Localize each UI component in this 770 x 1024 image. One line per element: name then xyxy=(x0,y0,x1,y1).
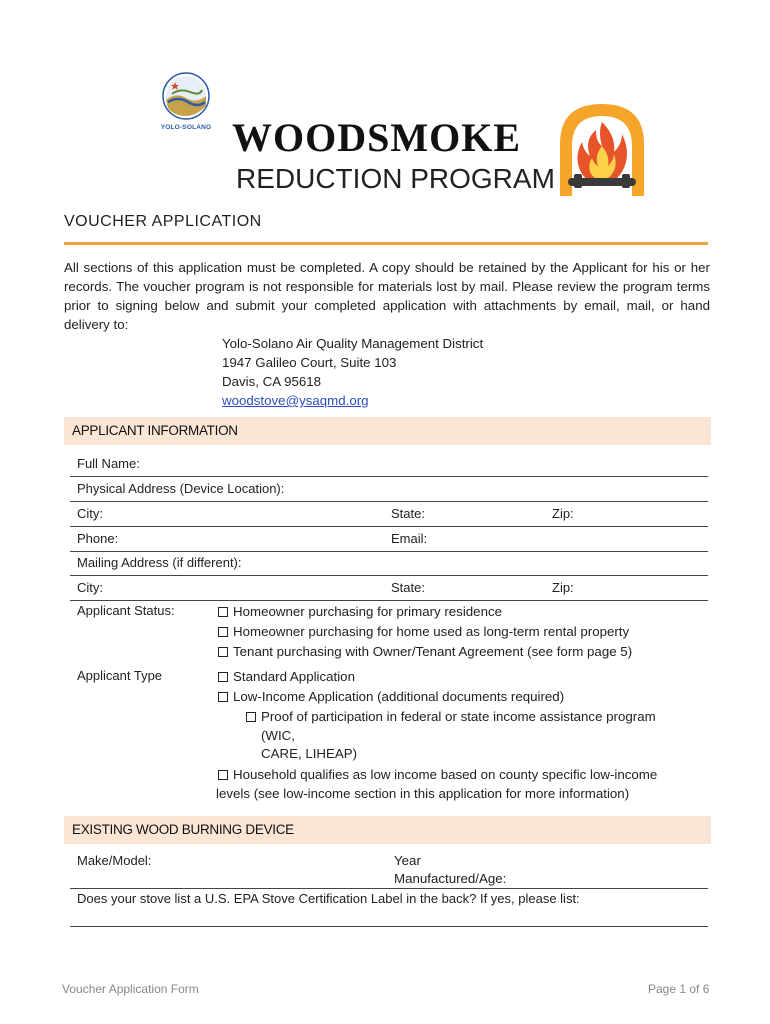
mailing-address-field[interactable] xyxy=(70,551,708,576)
mailing-state-label: State: xyxy=(391,580,425,595)
checkbox-icon[interactable] xyxy=(218,627,228,637)
mailing-city-label: City: xyxy=(77,580,103,595)
phone-label: Phone: xyxy=(77,531,119,546)
full-name-field[interactable] xyxy=(70,452,708,477)
status-option-tenant[interactable]: Tenant purchasing with Owner/Tenant Agreement (see form page 5) xyxy=(218,642,632,662)
physical-address-field[interactable] xyxy=(70,477,708,502)
state-label: State: xyxy=(391,506,425,521)
physical-city-state-zip-row[interactable] xyxy=(70,502,708,527)
checkbox-icon[interactable] xyxy=(218,672,228,682)
checkbox-icon[interactable] xyxy=(218,607,228,617)
proof-line-1: Proof of participation in federal or state income assistance program xyxy=(261,709,656,724)
checkbox-icon[interactable] xyxy=(218,692,228,702)
applicant-type-options xyxy=(218,667,564,707)
epa-label-question: Does your stove list a U.S. EPA Stove Certification Label in the back? If yes, please list: xyxy=(77,891,580,906)
address-line-3: Davis, CA 95618 xyxy=(222,374,322,389)
proof-line-3: CARE, LIHEAP) xyxy=(261,746,358,761)
brand-subtitle: REDUCTION PROGRAM xyxy=(236,163,555,194)
brand-title: WOODSMOKE xyxy=(232,115,522,160)
proof-line-2: (WIC, xyxy=(261,727,295,743)
existing-device-section-header xyxy=(64,816,711,844)
status-option-rental[interactable]: Homeowner purchasing for home used as long-term rental property xyxy=(218,622,632,642)
document-heading: VOUCHER APPLICATION xyxy=(64,213,262,230)
footer-form-name: Voucher Application Form xyxy=(62,982,199,996)
household-low-income-option[interactable] xyxy=(218,766,657,803)
checkbox-icon[interactable] xyxy=(218,647,228,657)
make-model-field-line[interactable] xyxy=(70,888,708,889)
full-name-label: Full Name: xyxy=(77,456,140,471)
proof-of-participation-option[interactable] xyxy=(246,708,656,764)
type-option-standard[interactable]: Standard Application xyxy=(218,667,564,687)
district-seal-logo xyxy=(158,72,214,140)
applicant-status-options xyxy=(218,602,632,662)
status-option-primary[interactable]: Homeowner purchasing for primary residence xyxy=(218,602,632,622)
email-link[interactable]: woodstove@ysaqmd.org xyxy=(222,393,369,408)
address-line-1: Yolo-Solano Air Quality Management District xyxy=(222,336,484,351)
applicant-type-label: Applicant Type xyxy=(77,668,163,683)
heading-divider xyxy=(64,242,708,245)
epa-answer-field-line[interactable] xyxy=(70,926,708,927)
mailing-address-block xyxy=(222,334,483,410)
applicant-status-label: Applicant Status: xyxy=(77,603,175,618)
make-model-label: Make/Model: xyxy=(77,853,152,868)
household-line-2: levels (see low-income section in this application for more information) xyxy=(216,785,630,801)
phone-email-row[interactable] xyxy=(70,527,708,552)
zip-label: Zip: xyxy=(552,506,574,521)
physical-address-label: Physical Address (Device Location): xyxy=(77,481,285,496)
mailing-city-state-zip-row[interactable] xyxy=(70,576,708,601)
city-label: City: xyxy=(77,506,103,521)
fireplace-flame-logo xyxy=(552,100,652,198)
checkbox-icon[interactable] xyxy=(218,770,228,780)
address-line-2: 1947 Galileo Court, Suite 103 xyxy=(222,355,397,370)
email-label: Email: xyxy=(391,531,428,546)
year-manufactured-label: Year Manufactured/Age: xyxy=(394,853,507,886)
mailing-zip-label: Zip: xyxy=(552,580,574,595)
applicant-section-title: APPLICANT INFORMATION xyxy=(72,423,238,438)
mailing-address-label: Mailing Address (if different): xyxy=(77,555,242,570)
type-option-low-income[interactable]: Low-Income Application (additional documents required) xyxy=(218,687,564,707)
seal-text: YOLO-SOLANO xyxy=(160,124,212,131)
footer-page-number: Page 1 of 6 xyxy=(648,982,710,996)
intro-paragraph: All sections of this application must be completed. A copy should be retained by the Applicant for his or her records. The voucher program is not responsible for materials lost by mail. Please review the program terms prior to signing below and submit your completed application with attachments by email, mail, or hand delivery to: xyxy=(64,260,710,332)
applicant-section-header xyxy=(64,417,711,445)
checkbox-icon[interactable] xyxy=(246,712,256,722)
existing-device-section-title: EXISTING WOOD BURNING DEVICE xyxy=(72,822,294,837)
household-line-1: Household qualifies as low income based on county specific low-income xyxy=(233,767,658,782)
